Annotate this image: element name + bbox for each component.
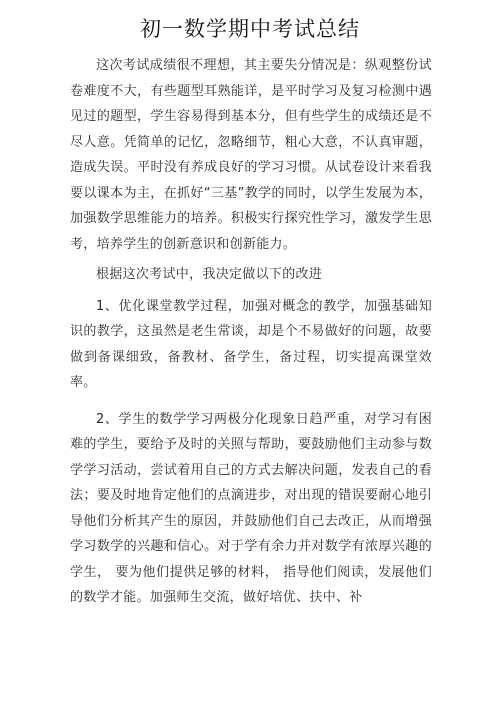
paragraph-improvement-1: 1、优化课堂教学过程，加强对概念的教学，加强基础知识的教学，这虽然是老生常谈，却是个不易做好的问题，故要做到备课细致，备教材、备学生，备过程，切实提高课堂效率。 <box>70 298 432 390</box>
paragraph-improvement-2: 2、学生的数学学习两极分化现象日趋严重，对学习有困难的学生，要给予及时的关照与帮助，要鼓励他们主动参与数学学习活动，尝试着用自己的方式去解决问题，发表自己的看法；要及时地肯定他们的点滴进步，对出现的错误要耐心地引导他们分析其产生的原因，并鼓励他们自己去改正，从而增强学习数学的兴趣和信心。对于学有余力并对数学有浓厚兴趣的学生， 要为他们提供足够的材料， 指导他们阅读，发展他们的数学才能。加强师生交流，做好培优、扶中、补 <box>70 411 432 605</box>
page-title: 初一数学期中考试总结 <box>140 17 360 41</box>
paragraph-improvement-intro: 根据这次考试中，我决定做以下的改进 <box>96 267 323 282</box>
paragraph-summary: 这次考试成绩很不理想，其主要失分情况是：纵观整份试卷难度不大，有些题型耳熟能详，是平时学习及复习检测中遇见过的题型，学生容易得到基本分，但有些学生的成绩还是不尽人意。凭简单的记忆，忽略细节，粗心大意，不认真审题，造成失误。平时没有养成良好的学习习惯。从试卷设计来看我要以课本为主，在抓好“三基”教学的同时，以学生发展为本，加强数学思维能力的培养。积极实行探究性学习，激发学生思考，培养学生的创新意识和创新能力。 <box>70 58 432 252</box>
